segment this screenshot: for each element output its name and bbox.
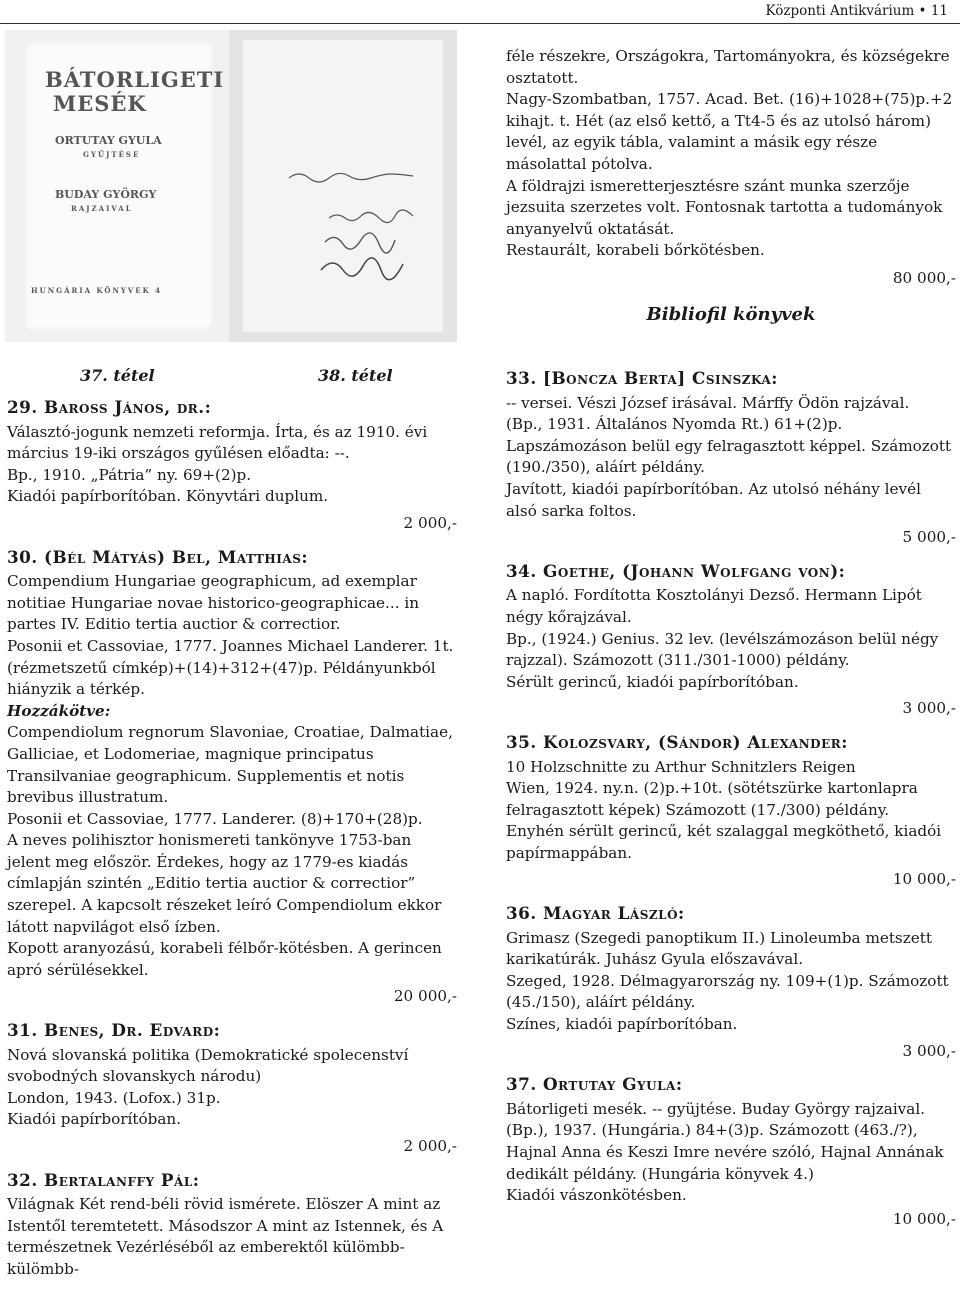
entry-heading — [7, 1170, 457, 1192]
cover-illustrator-sub: RAJZAIVAL — [71, 204, 133, 213]
entry-heading — [7, 1020, 457, 1042]
entry-line: (Bp., 1931. Általános Nyomda Rt.) 61+(2)p. Lapszámozáson belül egy felragasztott képpel. Számozott (190./350), aláírt példány. — [506, 415, 952, 477]
entry-number: 32. — [7, 1169, 38, 1190]
cover-title-line2: MESÉK — [53, 91, 147, 116]
left-column — [7, 397, 457, 1281]
entry-heading — [7, 397, 457, 419]
entry-line: Szeged, 1928. Délmagyarország ny. 109+(1)p. Számozott (45./150), aláírt példány. — [506, 971, 949, 1012]
entry-line: Kopott aranyozású, korabeli félbőr-kötésben. A gerincen apró sérülésekkel. — [7, 939, 442, 979]
entry-line: Bp., 1910. „Pátria” ny. 69+(2)p. — [7, 465, 252, 484]
caption-left: 37. tétel — [80, 366, 155, 385]
entry-number: 37. — [506, 1074, 537, 1095]
continuation-line: A földrajzi ismeretterjesztésre szánt munka szerzője jezsuita szerzetes volt. Fontosnak tartotta a tudományok anyanyelvű oktatását. — [506, 176, 943, 238]
price: 20 000,- — [393, 987, 457, 1006]
price: 10 000,- — [892, 870, 956, 889]
entry-line: Világnak Két rend-béli rövid ismérete. Elöszer A mint az Istentől teremtetett. Másodszor A mint az Istennek, és A természetnek Vezérléséből az emberektől külömbb-külömbb- — [7, 1195, 444, 1278]
entry-line: Kiadói vászonkötésben. — [506, 1186, 687, 1205]
entry-heading — [7, 547, 457, 569]
entry-number: 29. — [7, 397, 38, 417]
entry-author: Bertalanffy Pál: — [44, 1169, 200, 1190]
page-header — [0, 0, 960, 22]
entry-author: Goethe, (Johann Wolfgang von): — [543, 560, 846, 581]
entry-number: 33. — [506, 368, 537, 388]
entry-author: Ortutay Gyula: — [543, 1074, 683, 1095]
entry-author: [Boncza Berta] Csinszka: — [543, 368, 778, 388]
entry-line: Compendiolum regnorum Slavoniae, Croatiae, Dalmatiae, Galliciae, et Lodomeriae, magnique principatus Transilvaniae geographicum. Supplementis et notis brevibus illustratum. — [7, 723, 453, 807]
price: 80 000,- — [892, 268, 956, 287]
entry-line: London, 1943. (Lofox.) 31p. — [7, 1088, 221, 1107]
entry-heading — [506, 1074, 956, 1096]
book-cover-photo — [5, 30, 233, 342]
entry-author: (Bél Mátyás) Bel, Matthias: — [44, 546, 309, 567]
entry-line: Enyhén sérült gerincű, két szalaggal megköthető, kiadói papírmappában. — [506, 822, 942, 862]
price: 2 000,- — [403, 513, 457, 532]
entry-number: 34. — [506, 560, 537, 581]
entry-line: Wien, 1924. ny.n. (2)p.+10t. (sötétszürke kartonlapra felragasztott képek) Számozott (17./300) példány. — [506, 779, 918, 819]
entry-line: A napló. Fordította Kosztolányi Dezső. Hermann Lipót négy kőrajzával. — [506, 586, 922, 626]
entry-line: Grimasz (Szegedi panoptikum II.) Linoleumba metszett karikatúrák. Juhász Gyula előszavával. — [506, 928, 932, 969]
right-column — [506, 368, 956, 1230]
cover-title-line1: BÁTORLIGETI — [45, 67, 225, 92]
entry-author: Kolozsvary, (Sándor) Alexander: — [543, 731, 848, 752]
price: 10 000,- — [892, 1209, 956, 1228]
entry-line: Posonii et Cassoviae, 1777. Joannes Michael Landerer. 1t. (rézmetszetű címkép)+(14)+312+(47)p. Példányunkból hiányzik a térkép. — [7, 636, 454, 699]
entry-line: Bátorligeti mesék. -- gyüjtése. Buday György rajzaival. — [506, 1099, 926, 1118]
entry-heading — [506, 561, 956, 583]
price: 2 000,- — [403, 1137, 457, 1155]
book-cover — [25, 42, 225, 330]
entry-line: Kiadói papírborítóban. Könyvtári duplum. — [7, 487, 329, 506]
cover-title — [45, 68, 224, 116]
entry-number: 31. — [7, 1020, 38, 1041]
entry-heading — [506, 732, 956, 754]
entry-line: Nová slovanská politika (Demokratické spolecenství svobodných slovanskych národu) — [7, 1045, 409, 1086]
cover-author-sub: GYŰJTÉSE — [83, 150, 141, 159]
entry-continuation — [506, 46, 956, 290]
dedication-photo — [229, 30, 457, 342]
entry-line: Javított, kiadói papírborítóban. Az utolsó néhány levél alsó sarka foltos. — [506, 479, 921, 520]
entry-line: -- versei. Vészi József irásával. Márffy Ödön rajzával. — [506, 393, 910, 412]
header-rule — [0, 23, 960, 24]
entry-author: Benes, Dr. Edvard: — [44, 1020, 221, 1041]
entry-line: Színes, kiadói papírborítóban. — [506, 1015, 738, 1034]
entry-line: Bp., (1924.) Genius. 32 lev. (levélszámozáson belül négy rajzzal). Számozott (311./301-1000) példány. — [506, 629, 939, 670]
entry-author: Baross János, dr.: — [44, 397, 212, 417]
entry-line: Compendium Hungariae geographicum, ad exemplar notitiae Hungariae novae historico-geographicae... in partes IV. Editio tertia auctior & correctior. — [7, 572, 419, 634]
price: 5 000,- — [902, 528, 956, 547]
cover-author: ORTUTAY GYULA — [55, 134, 162, 147]
section-title: Bibliofil könyvek — [646, 304, 816, 325]
entry-line: (Bp.), 1937. (Hungária.) 84+(3)p. Számozott (463./?), Hajnal Anna és Keszi Imre nevére szóló, Hajnal Annának dedikált példány. (Hungária könyvek 4.) — [506, 1121, 944, 1183]
entry-number: 35. — [506, 731, 537, 752]
entry-heading — [506, 903, 956, 925]
entry-line: 10 Holzschnitte zu Arthur Schnitzlers Reigen — [506, 757, 856, 776]
cover-illustrator: BUDAY GYÖRGY — [55, 188, 157, 201]
continuation-line: Restaurált, korabeli bőrkötésben. — [506, 241, 765, 260]
cover-series: HUNGÁRIA KÖNYVEK 4 — [31, 286, 163, 295]
entry-number: 36. — [506, 903, 537, 924]
entry-line: A neves polihisztor honismereti tankönyve 1753-ban jelent meg először. Érdekes, hogy az 1779-es kiadás címlapján szintén „Editio tertia auctior & correctior” szerepel. A kapcsolt részeket leíró Compendiolum ekkor látott napvilágot első ízben. — [7, 831, 442, 936]
handwritten-dedication — [229, 30, 457, 342]
entry-line: Kiadói papírborítóban. — [7, 1110, 182, 1129]
entry-line: Sérült gerincű, kiadói papírborítóban. — [506, 672, 799, 691]
continuation-line: Nagy-Szombatban, 1757. Acad. Bet. (16)+1028+(75)p.+2 kihajt. t. Hét (az első kettő, a Tt4-5 és az utolsó három) levél, az egyik tábla, valamint a másik egy része másolattal pótolva. — [506, 90, 953, 173]
caption-right: 38. tétel — [318, 366, 393, 385]
entry-heading — [506, 368, 956, 390]
continuation-line: féle részekre, Országokra, Tartományokra, és községekre osztatott. — [506, 47, 950, 87]
entry-number: 30. — [7, 546, 38, 567]
price: 3 000,- — [902, 1041, 956, 1060]
entry-line: Választó-jogunk nemzeti reformja. Írta, és az 1910. évi március 19-iki országos gyűlésen előadta: --. — [7, 422, 428, 463]
entry-line: Posonii et Cassoviae, 1777. Landerer. (8)+170+(28)p. — [7, 809, 423, 828]
header-text: Központi Antikvárium • 11 — [765, 3, 948, 19]
bound-with-label: Hozzákötve: — [7, 701, 111, 720]
entry-author: Magyar László: — [543, 903, 685, 924]
price: 3 000,- — [902, 699, 956, 718]
